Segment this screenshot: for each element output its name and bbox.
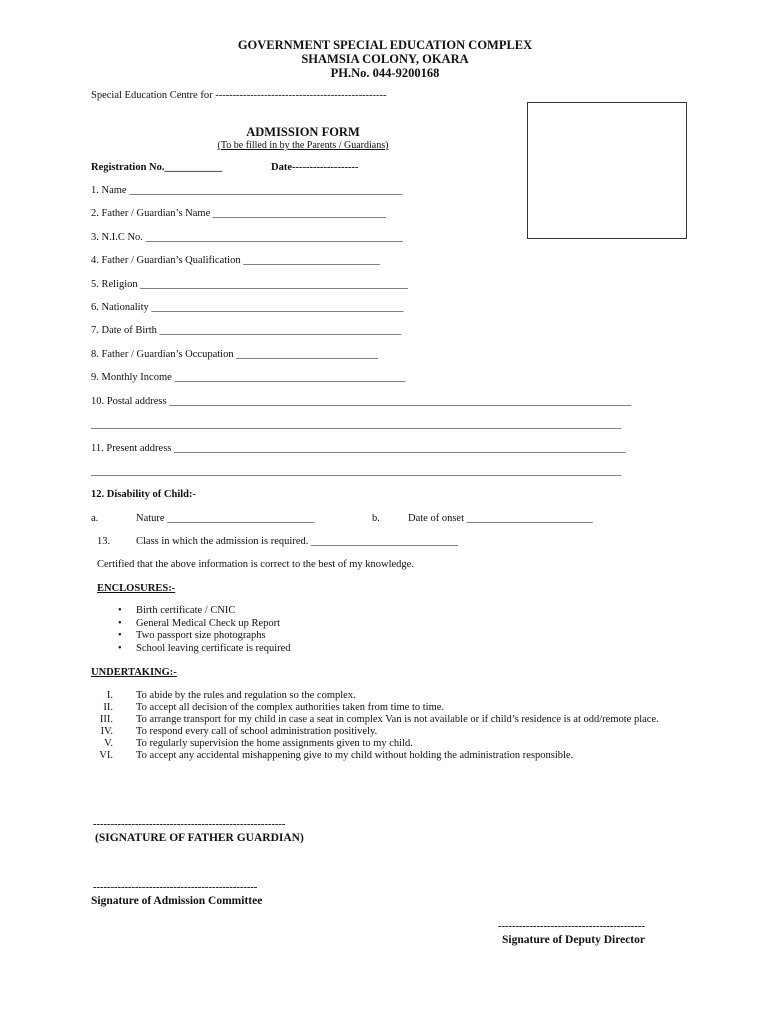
- field-guardian-name[interactable]: 2. Father / Guardian’s Name _________________________________: [91, 208, 387, 219]
- field-monthly-income[interactable]: 9. Monthly Income ____________________________________________: [91, 372, 406, 383]
- field-name[interactable]: 1. Name ____________________________________________________: [91, 185, 403, 196]
- undertaking-item: [80, 714, 690, 726]
- field-nationality[interactable]: 6. Nationality ________________________________________________: [91, 302, 404, 313]
- class-number: 13.: [97, 536, 111, 547]
- photo-box: [527, 102, 687, 239]
- disability-a-label: a.: [91, 513, 99, 524]
- header-line-3: PH.No. 044-9200168: [330, 66, 440, 80]
- enclosure-item: • Two passport size photographs: [118, 630, 291, 643]
- field-postal-address[interactable]: 10. Postal address ________________________________________________________________________________________: [91, 396, 632, 407]
- undertaking-item: [80, 750, 690, 762]
- form-subtitle: (To be filled in by the Parents / Guardians): [217, 140, 389, 151]
- undertaking-number: I.: [106, 690, 113, 701]
- enclosure-item: • School leaving certificate is required: [118, 643, 291, 656]
- director-signature-label: Signature of Deputy Director: [502, 934, 645, 946]
- undertaking-text: To arrange transport for my child in case a seat in complex Van is not available or if child’s residence is at odd/remote place.: [136, 714, 659, 725]
- date-field[interactable]: Date-------------------: [271, 162, 359, 173]
- undertaking-number: IV.: [100, 726, 113, 737]
- field-disability-nature[interactable]: Nature ____________________________: [136, 513, 315, 524]
- undertaking-text: To accept any accidental mishappening give to my child without holding the administration responsible.: [136, 750, 574, 761]
- enclosure-item: • Birth certificate / CNIC: [118, 605, 291, 618]
- field-nic[interactable]: 3. N.I.C No. _________________________________________________: [91, 232, 403, 243]
- field-present-address[interactable]: 11. Present address ______________________________________________________________________________________: [91, 443, 626, 454]
- postal-address-line-2[interactable]: _____________________________________________________________________________________________________: [91, 419, 622, 430]
- undertaking-text: To abide by the rules and regulation so the complex.: [136, 690, 356, 701]
- field-guardian-occupation[interactable]: 8. Father / Guardian’s Occupation ___________________________: [91, 349, 378, 360]
- field-religion[interactable]: 5. Religion ___________________________________________________: [91, 279, 409, 290]
- disability-heading: 12. Disability of Child:-: [91, 489, 197, 500]
- field-admission-class[interactable]: Class in which the admission is required. ____________________________: [136, 536, 458, 547]
- undertaking-heading: UNDERTAKING:-: [91, 667, 177, 678]
- registration-field[interactable]: Registration No.___________: [91, 162, 223, 173]
- undertaking-item: [80, 738, 690, 750]
- undertaking-text: To respond every call of school administration positively.: [136, 726, 378, 737]
- enclosure-item: • General Medical Check up Report: [118, 618, 291, 631]
- committee-signature-label: Signature of Admission Committee: [91, 895, 263, 907]
- undertaking-text: To accept all decision of the complex authorities taken from time to time.: [136, 702, 445, 713]
- undertaking-item: [80, 726, 690, 738]
- undertaking-item: [80, 690, 690, 702]
- undertaking-text: To regularly supervision the home assignments given to my child.: [136, 738, 413, 749]
- enclosures-list: [118, 605, 291, 655]
- undertakings-list: [80, 690, 690, 762]
- field-date-of-onset[interactable]: Date of onset ________________________: [408, 513, 593, 524]
- disability-b-label: b.: [372, 513, 380, 524]
- certification-statement: Certified that the above information is correct to the best of my knowledge.: [97, 559, 414, 570]
- header-line-2: SHAMSIA COLONY, OKARA: [301, 52, 469, 66]
- centre-line: Special Education Centre for -------------------------------------------------: [91, 90, 387, 101]
- undertaking-item: [80, 702, 690, 714]
- enclosures-heading: ENCLOSURES:-: [97, 583, 176, 594]
- present-address-line-2[interactable]: _____________________________________________________________________________________________________: [91, 466, 622, 477]
- form-title: ADMISSION FORM: [246, 125, 360, 139]
- undertaking-number: II.: [103, 702, 113, 713]
- undertaking-number: III.: [99, 714, 113, 725]
- director-signature-line[interactable]: ------------------------------------------: [498, 921, 645, 932]
- undertaking-number: V.: [104, 738, 113, 749]
- undertaking-number: VI.: [99, 750, 113, 761]
- field-guardian-qualification[interactable]: 4. Father / Guardian’s Qualification __________________________: [91, 255, 380, 266]
- field-date-of-birth[interactable]: 7. Date of Birth ______________________________________________: [91, 325, 402, 336]
- father-signature-line[interactable]: -------------------------------------------------------: [93, 819, 286, 830]
- committee-signature-line[interactable]: -----------------------------------------------: [93, 882, 258, 893]
- father-signature-label: (SIGNATURE OF FATHER GUARDIAN): [95, 832, 304, 844]
- header-line-1: GOVERNMENT SPECIAL EDUCATION COMPLEX: [237, 38, 533, 52]
